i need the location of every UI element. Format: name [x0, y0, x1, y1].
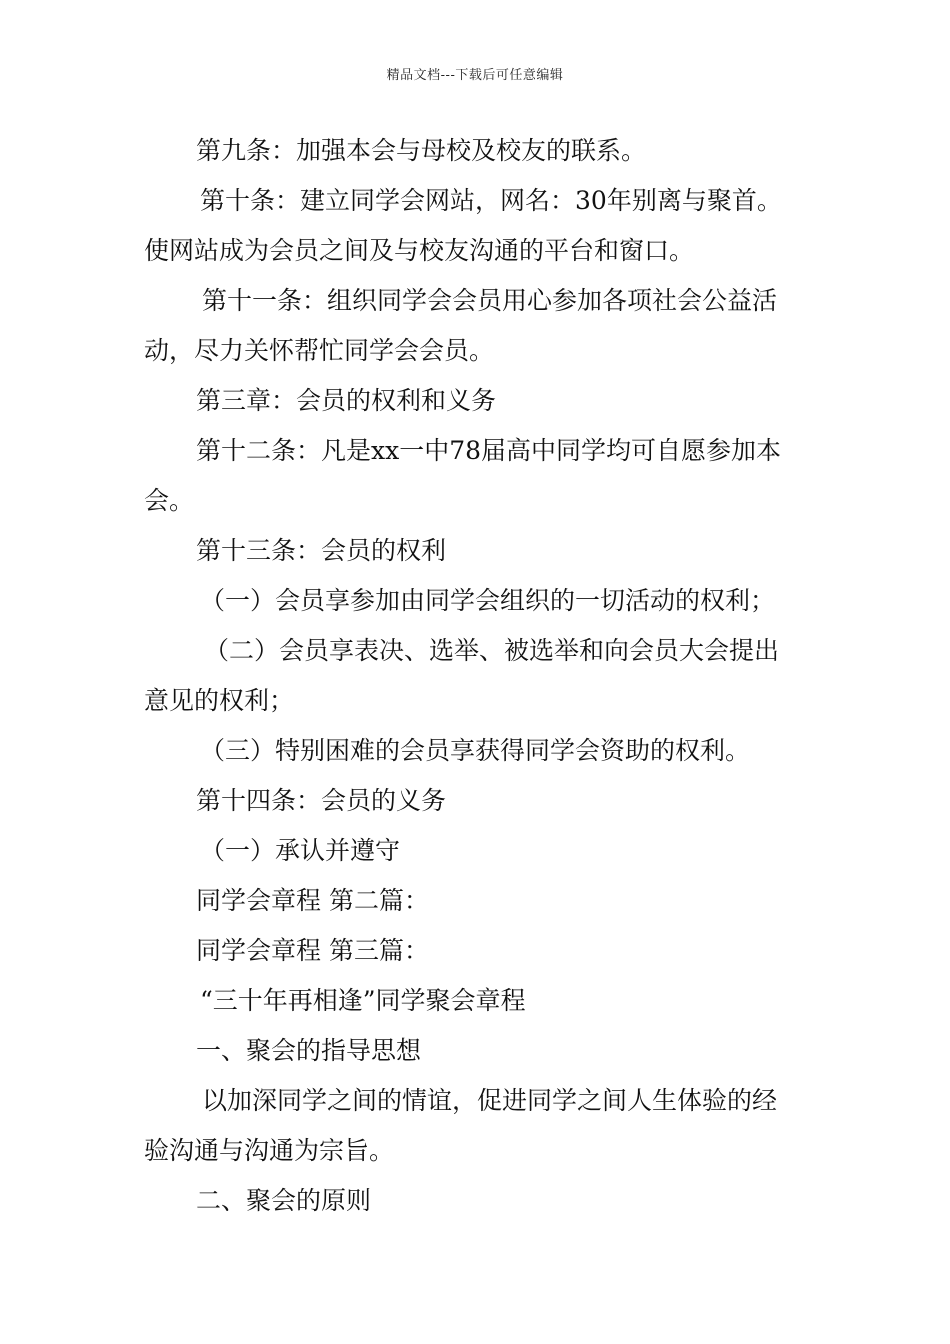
reunion-charter-title: “三十年再相逢”同学聚会章程: [200, 986, 526, 1015]
article-13: 第十三条：会员的权利: [196, 536, 447, 565]
article-11-line-2: 动，尽力关怀帮忙同学会会员。: [144, 336, 495, 365]
guiding-idea-line-2: 验沟通与沟通为宗旨。: [144, 1136, 395, 1165]
principles-heading: 二、聚会的原则: [196, 1186, 372, 1215]
article-11-line-1: 第十一条：组织同学会会员用心参加各项社会公益活: [202, 286, 778, 315]
page-header: 精品文档---下载后可任意编辑: [386, 68, 564, 83]
article-12-line-1: 第十二条：凡是xx一中78届高中同学均可自愿参加本: [196, 436, 782, 465]
guiding-idea-heading: 一、聚会的指导思想: [196, 1036, 422, 1065]
right-item-2-line-1: （二）会员享表决、选举、被选举和向会员大会提出: [204, 636, 780, 665]
right-item-2-line-2: 意见的权利；: [144, 686, 295, 715]
section-title-3: 同学会章程 第三篇：: [196, 936, 429, 965]
right-item-3: （三）特别困难的会员享获得同学会资助的权利。: [200, 736, 751, 765]
article-10-line-2: 使网站成为会员之间及与校友沟通的平台和窗口。: [144, 236, 695, 265]
article-9: 第九条：加强本会与母校及校友的联系。: [196, 136, 647, 165]
section-title-2: 同学会章程 第二篇：: [196, 886, 429, 915]
article-14: 第十四条：会员的义务: [196, 786, 447, 815]
duty-item-1: （一）承认并遵守: [200, 836, 401, 865]
document-body: [144, 126, 808, 1226]
right-item-1: （一）会员享参加由同学会组织的一切活动的权利；: [200, 586, 776, 615]
article-10-line-1: 第十条：建立同学会网站，网名：30年别离与聚首。: [200, 186, 782, 215]
article-12-line-2: 会。: [144, 486, 195, 515]
guiding-idea-line-1: 以加深同学之间的情谊，促进同学之间人生体验的经: [202, 1086, 778, 1115]
chapter-3-heading: 第三章：会员的权利和义务: [196, 386, 497, 415]
